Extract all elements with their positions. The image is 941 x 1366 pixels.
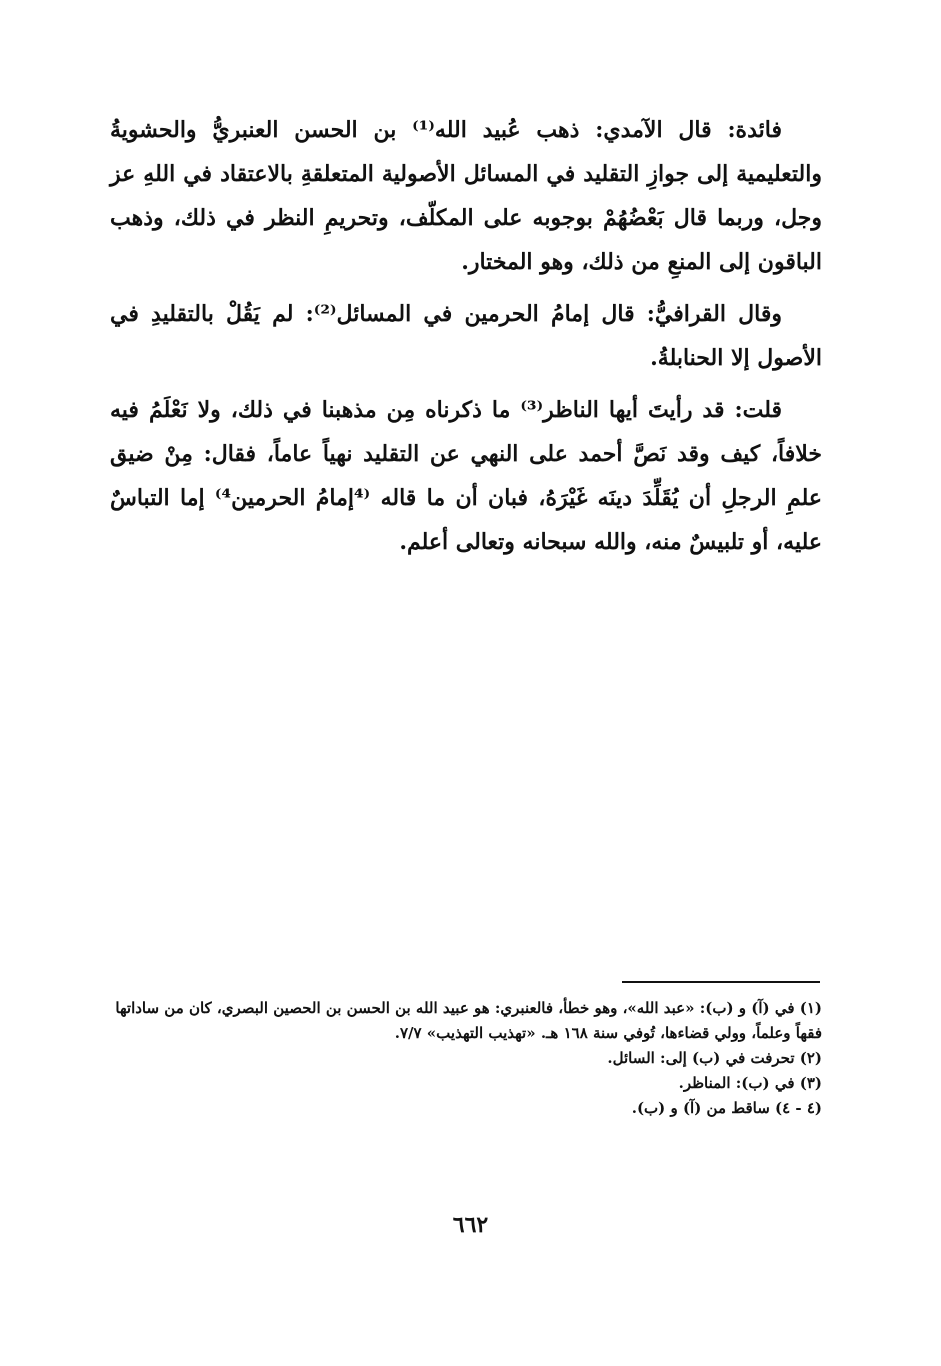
footnote-separator	[622, 981, 820, 983]
paragraph-qult: قلت: قد رأيتَ أيها الناظر⁽³⁾ ما ذكرناه مِن مذهبنا في ذلك، ولا نَعْلَمُ فيه خلافاً، كيف وقد نَصَّ أحمد على النهي عن التقليد نهياً عاماً، فقال: مِنْ ضيق علمِ الرجلِ أن يُقَلِّدَ دينَه غَيْرَهُ، فبان أن ما قاله ⁽⁴إمامُ الحرمين⁴⁾ إما التباسٌ عليه، أو تلبيسٌ منه، والله سبحانه وتعالى أعلم.	[110, 397, 823, 555]
main-text-block	[110, 108, 822, 572]
footnote-4: (٤ - ٤) ساقط من (آ) و (ب).	[631, 1099, 822, 1117]
paragraph-qarafi: وقال القرافيُّ: قال إمامُ الحرمين في المسائل⁽²⁾: لم يَقُلْ بالتقليدِ في الأصول إلا الحنابلةُ.	[110, 301, 822, 371]
footnotes-block	[110, 996, 822, 1121]
paragraph-fa-ida: فائدة: قال الآمدي: ذهب عُبيد الله⁽¹⁾ بن الحسن العنبريُّ والحشويةُ والتعليمية إلى جوازِ التقليد في المسائل الأصولية المتعلقةِ بالاعتقاد في اللهِ عز وجل، وربما قال بَعْضُهُمْ بوجوبه على المكلّف، وتحريمِ النظر في ذلك، وذهب الباقون إلى المنعِ من ذلك، وهو المختار.	[110, 117, 822, 275]
footnote-3: (٣) في (ب): المناظر.	[678, 1074, 822, 1092]
footnote-1: (١) في (آ) و (ب): «عبد الله»، وهو خطأ، فالعنبري: هو عبيد الله بن الحسن بن الحصين البصري، كان من ساداتها فقهاً وعلماً، وولي قضاءها، تُوفي سنة ١٦٨ هـ. «تهذيب التهذيب» ٧/٧.	[115, 999, 822, 1042]
page-number: ٦٦٢	[452, 1212, 489, 1238]
footnote-2: (٢) تحرفت في (ب) إلى: السائل.	[607, 1049, 822, 1067]
